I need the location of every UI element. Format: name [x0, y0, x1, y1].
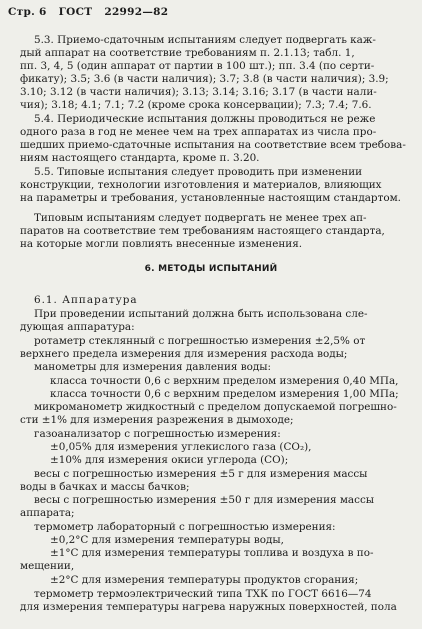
text-line: термометр лабораторный с погрешностью измерения:: [34, 521, 336, 533]
text-line: 5.5. Типовые испытания следует проводить при изменении: [34, 166, 363, 178]
text-line: 3.10; 3.12 (в части наличия); 3.13; 3.14; 3.16; 3.17 (в части нали-: [20, 86, 377, 98]
section-title: 6. МЕТОДЫ ИСПЫТАНИЙ: [144, 264, 278, 274]
text-line: пп. 3, 4, 5 (один аппарат от партии в 100 шт.); пп. 3.4 (по серти-: [20, 60, 375, 72]
text-line: ниям настоящего стандарта, кроме п. 3.20.: [20, 152, 260, 164]
text-line: ±10% для измерения окиси углерода (CO);: [50, 454, 289, 466]
text-line: для измерения температуры нагрева наружных поверхностей, пола: [20, 601, 397, 613]
text-line: Типовым испытаниям следует подвергать не менее трех ап-: [34, 212, 367, 224]
text-line: сти ±1% для измерения разрежения в дымоходе;: [20, 414, 294, 426]
text-line: верхнего предела измерения для измерения расхода воды;: [20, 348, 348, 360]
standard-label: ГОСТ: [58, 6, 93, 18]
text-line: на которые могли повлиять внесенные изменения.: [20, 238, 303, 250]
text-line: на параметры и требования, установленные настоящим стандартом.: [20, 192, 401, 204]
text-line: манометры для измерения давления воды:: [34, 361, 272, 373]
text-line: воды в бачках и массы бачков;: [20, 481, 190, 493]
text-line: дующая аппаратура:: [20, 321, 135, 333]
text-line: ±0,05% для измерения углекислого газа (CO₂),: [50, 441, 312, 453]
page-label: Стр. 6: [8, 6, 47, 18]
standard-number: 22992—82: [104, 6, 169, 18]
text-line: паратов на соответствие тем требованиям настоящего стандарта,: [20, 225, 385, 237]
text-line: мещении,: [20, 560, 75, 572]
text-line: ±0,2°C для измерения температуры воды,: [50, 534, 284, 546]
text-line: 5.4. Периодические испытания должны проводиться не реже: [34, 113, 376, 125]
text-line: чия); 3.18; 4.1; 7.1; 7.2 (кроме срока консервации); 7.3; 7.4; 7.6.: [20, 99, 372, 111]
text-line: класса точности 0,6 с верхним пределом измерения 1,00 МПа;: [50, 388, 399, 400]
text-line: микроманометр жидкостный с пределом допускаемой погрешно-: [34, 401, 397, 413]
text-line: конструкции, технологии изготовления и материалов, влияющих: [20, 179, 382, 191]
text-line: фикату); 3.5; 3.6 (в части наличия); 3.7; 3.8 (в части наличия); 3.9;: [20, 73, 389, 85]
text-line: весы с погрешностью измерения ±5 г для измерения массы: [34, 468, 368, 480]
text-line: весы с погрешностью измерения ±50 г для измерения массы: [34, 494, 375, 506]
text-line: аппарата;: [20, 507, 75, 519]
text-line: ротаметр стеклянный с погрешностью измерения ±2,5% от: [34, 335, 366, 347]
page-header: [8, 6, 168, 18]
text-line: термометр термоэлектрический типа ТХК по ГОСТ 6616—74: [34, 588, 372, 600]
text-line: класса точности 0,6 с верхним пределом измерения 0,40 МПа,: [50, 375, 399, 387]
text-line: одного раза в год не менее чем на трех аппаратах из числа про-: [20, 126, 377, 138]
subsection-heading: 6.1. Аппаратура: [34, 294, 138, 306]
text-line: шедших приемо-сдаточные испытания на соответствие всем требова-: [20, 139, 406, 151]
text-line: газоанализатор с погрешностью измерения:: [34, 428, 281, 440]
text-line: ±1°C для измерения температуры топлива и воздуха в по-: [50, 547, 374, 559]
text-line: При проведении испытаний должна быть использована сле-: [34, 308, 368, 320]
text-line: 5.3. Приемо-сдаточным испытаниям следует подвергать каж-: [34, 34, 376, 46]
text-line: дый аппарат на соответствие требованиям п. 2.1.13; табл. 1,: [20, 47, 355, 59]
text-line: ±2°C для измерения температуры продуктов сгорания;: [50, 574, 359, 586]
